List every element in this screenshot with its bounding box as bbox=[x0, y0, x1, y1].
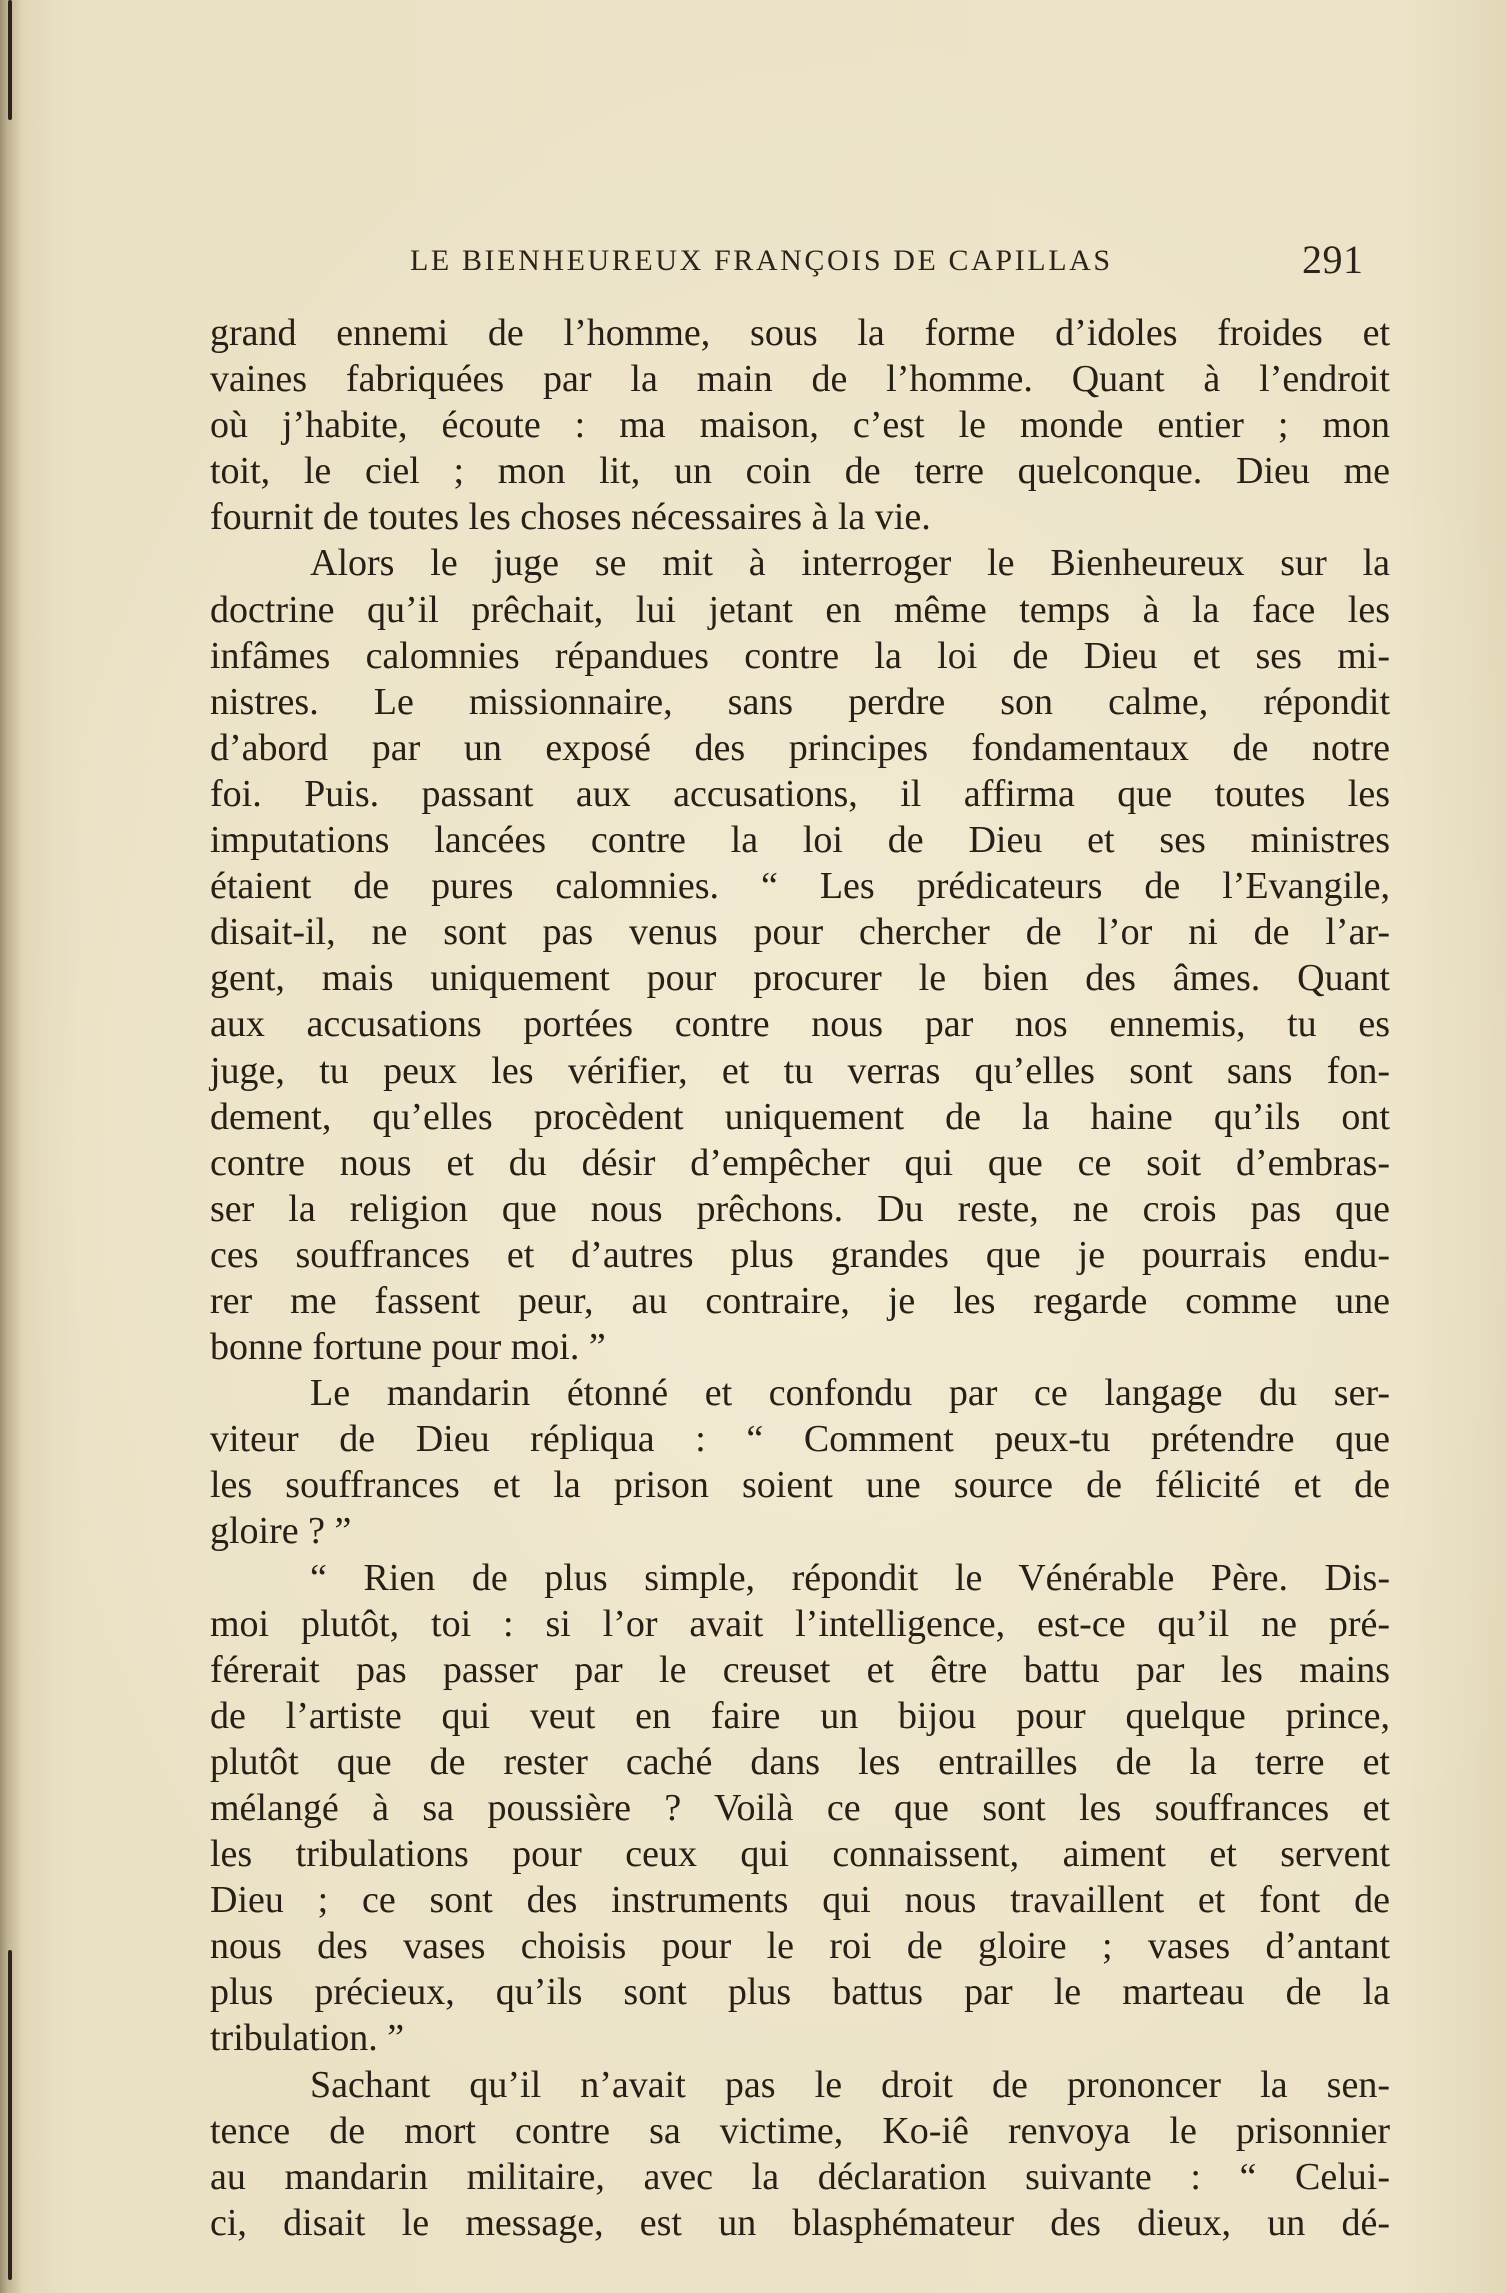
text-line: rer me fassent peur, au contraire, je les regarde comme une bbox=[210, 1279, 1390, 1322]
text-line: gent, mais uniquement pour procurer le bien des âmes. Quant bbox=[210, 957, 1390, 1000]
text-line: férerait pas passer par le creuset et être battu par les mains bbox=[210, 1648, 1390, 1691]
text-line: où j’habite, écoute : ma maison, c’est le monde entier ; mon bbox=[210, 404, 1390, 447]
text-line: nous des vases choisis pour le roi de gloire ; vases d’antant bbox=[210, 1925, 1390, 1968]
text-line: Dieu ; ce sont des instruments qui nous travaillent et font de bbox=[210, 1879, 1390, 1922]
text-line: disait-il, ne sont pas venus pour chercher de l’or ni de l’ar- bbox=[210, 911, 1390, 954]
text-line: gloire ? ” bbox=[210, 1510, 352, 1553]
text-line: viteur de Dieu répliqua : “ Comment peux-tu prétendre que bbox=[210, 1418, 1390, 1461]
text-line: ser la religion que nous prêchons. Du reste, ne crois pas que bbox=[210, 1187, 1390, 1230]
text-line: vaines fabriquées par la main de l’homme. Quant à l’endroit bbox=[210, 358, 1390, 401]
text-line: dement, qu’elles procèdent uniquement de la haine qu’ils ont bbox=[210, 1095, 1390, 1138]
text-line: grand ennemi de l’homme, sous la forme d’idoles froides et bbox=[210, 312, 1390, 354]
body-text bbox=[210, 310, 1390, 2246]
text-line: ci, disait le message, est un blasphémateur des dieux, un dé- bbox=[210, 2201, 1390, 2244]
text-line: imputations lancées contre la loi de Dieu et ses ministres bbox=[210, 819, 1390, 862]
page-number: 291 bbox=[1302, 237, 1364, 282]
text-line: ces souffrances et d’autres plus grandes que je pourrais endu- bbox=[210, 1233, 1390, 1276]
binding-shadow bbox=[0, 0, 22, 2293]
text-line: les tribulations pour ceux qui connaissent, aiment et servent bbox=[210, 1833, 1390, 1876]
text-line: “ Rien de plus simple, répondit le Vénérable Père. Dis- bbox=[310, 1556, 1390, 1599]
text-line: étaient de pures calomnies. “ Les prédicateurs de l’Evangile, bbox=[210, 865, 1390, 908]
text-line: plus précieux, qu’ils sont plus battus par le marteau de la bbox=[210, 1971, 1390, 2014]
running-title: LE BIENHEUREUX FRANÇOIS DE CAPILLAS bbox=[410, 244, 1113, 277]
text-line: Le mandarin étonné et confondu par ce langage du ser- bbox=[310, 1372, 1390, 1415]
text-line: Sachant qu’il n’avait pas le droit de prononcer la sen- bbox=[310, 2063, 1390, 2106]
text-line: fournit de toutes les choses nécessaires à la vie. bbox=[210, 496, 931, 539]
text-line: les souffrances et la prison soient une source de félicité et de bbox=[210, 1464, 1390, 1507]
text-line: mélangé à sa poussière ? Voilà ce que sont les souffrances et bbox=[210, 1787, 1390, 1829]
text-line: tribulation. ” bbox=[210, 2017, 405, 2060]
binding-mark-bottom bbox=[8, 1950, 12, 2280]
page-header bbox=[410, 236, 1410, 286]
text-line: juge, tu peux les vérifier, et tu verras qu’elles sont sans fon- bbox=[210, 1049, 1390, 1092]
text-line: tence de mort contre sa victime, Ko-iê renvoya le prisonnier bbox=[210, 2109, 1390, 2152]
text-line: nistres. Le missionnaire, sans perdre son calme, répondit bbox=[210, 680, 1390, 723]
text-line: d’abord par un exposé des principes fondamentaux de notre bbox=[210, 726, 1390, 769]
binding-mark-top bbox=[8, 0, 12, 120]
text-line: plutôt que de rester caché dans les entrailles de la terre et bbox=[210, 1740, 1390, 1783]
text-line: foi. Puis. passant aux accusations, il affirma que toutes les bbox=[210, 772, 1390, 815]
text-line: au mandarin militaire, avec la déclaration suivante : “ Celui- bbox=[210, 2155, 1390, 2198]
text-line: doctrine qu’il prêchait, lui jetant en même temps à la face les bbox=[210, 588, 1390, 631]
text-line: bonne fortune pour moi. ” bbox=[210, 1326, 606, 1369]
text-line: infâmes calomnies répandues contre la loi de Dieu et ses mi- bbox=[210, 634, 1390, 677]
text-line: aux accusations portées contre nous par nos ennemis, tu es bbox=[210, 1003, 1390, 1046]
text-line: de l’artiste qui veut en faire un bijou pour quelque prince, bbox=[210, 1694, 1390, 1737]
text-line: toit, le ciel ; mon lit, un coin de terre quelconque. Dieu me bbox=[210, 450, 1390, 493]
text-line: contre nous et du désir d’empêcher qui que ce soit d’embras- bbox=[210, 1141, 1390, 1184]
text-line: moi plutôt, toi : si l’or avait l’intelligence, est-ce qu’il ne pré- bbox=[210, 1602, 1390, 1645]
text-line: Alors le juge se mit à interroger le Bienheureux sur la bbox=[310, 542, 1390, 585]
